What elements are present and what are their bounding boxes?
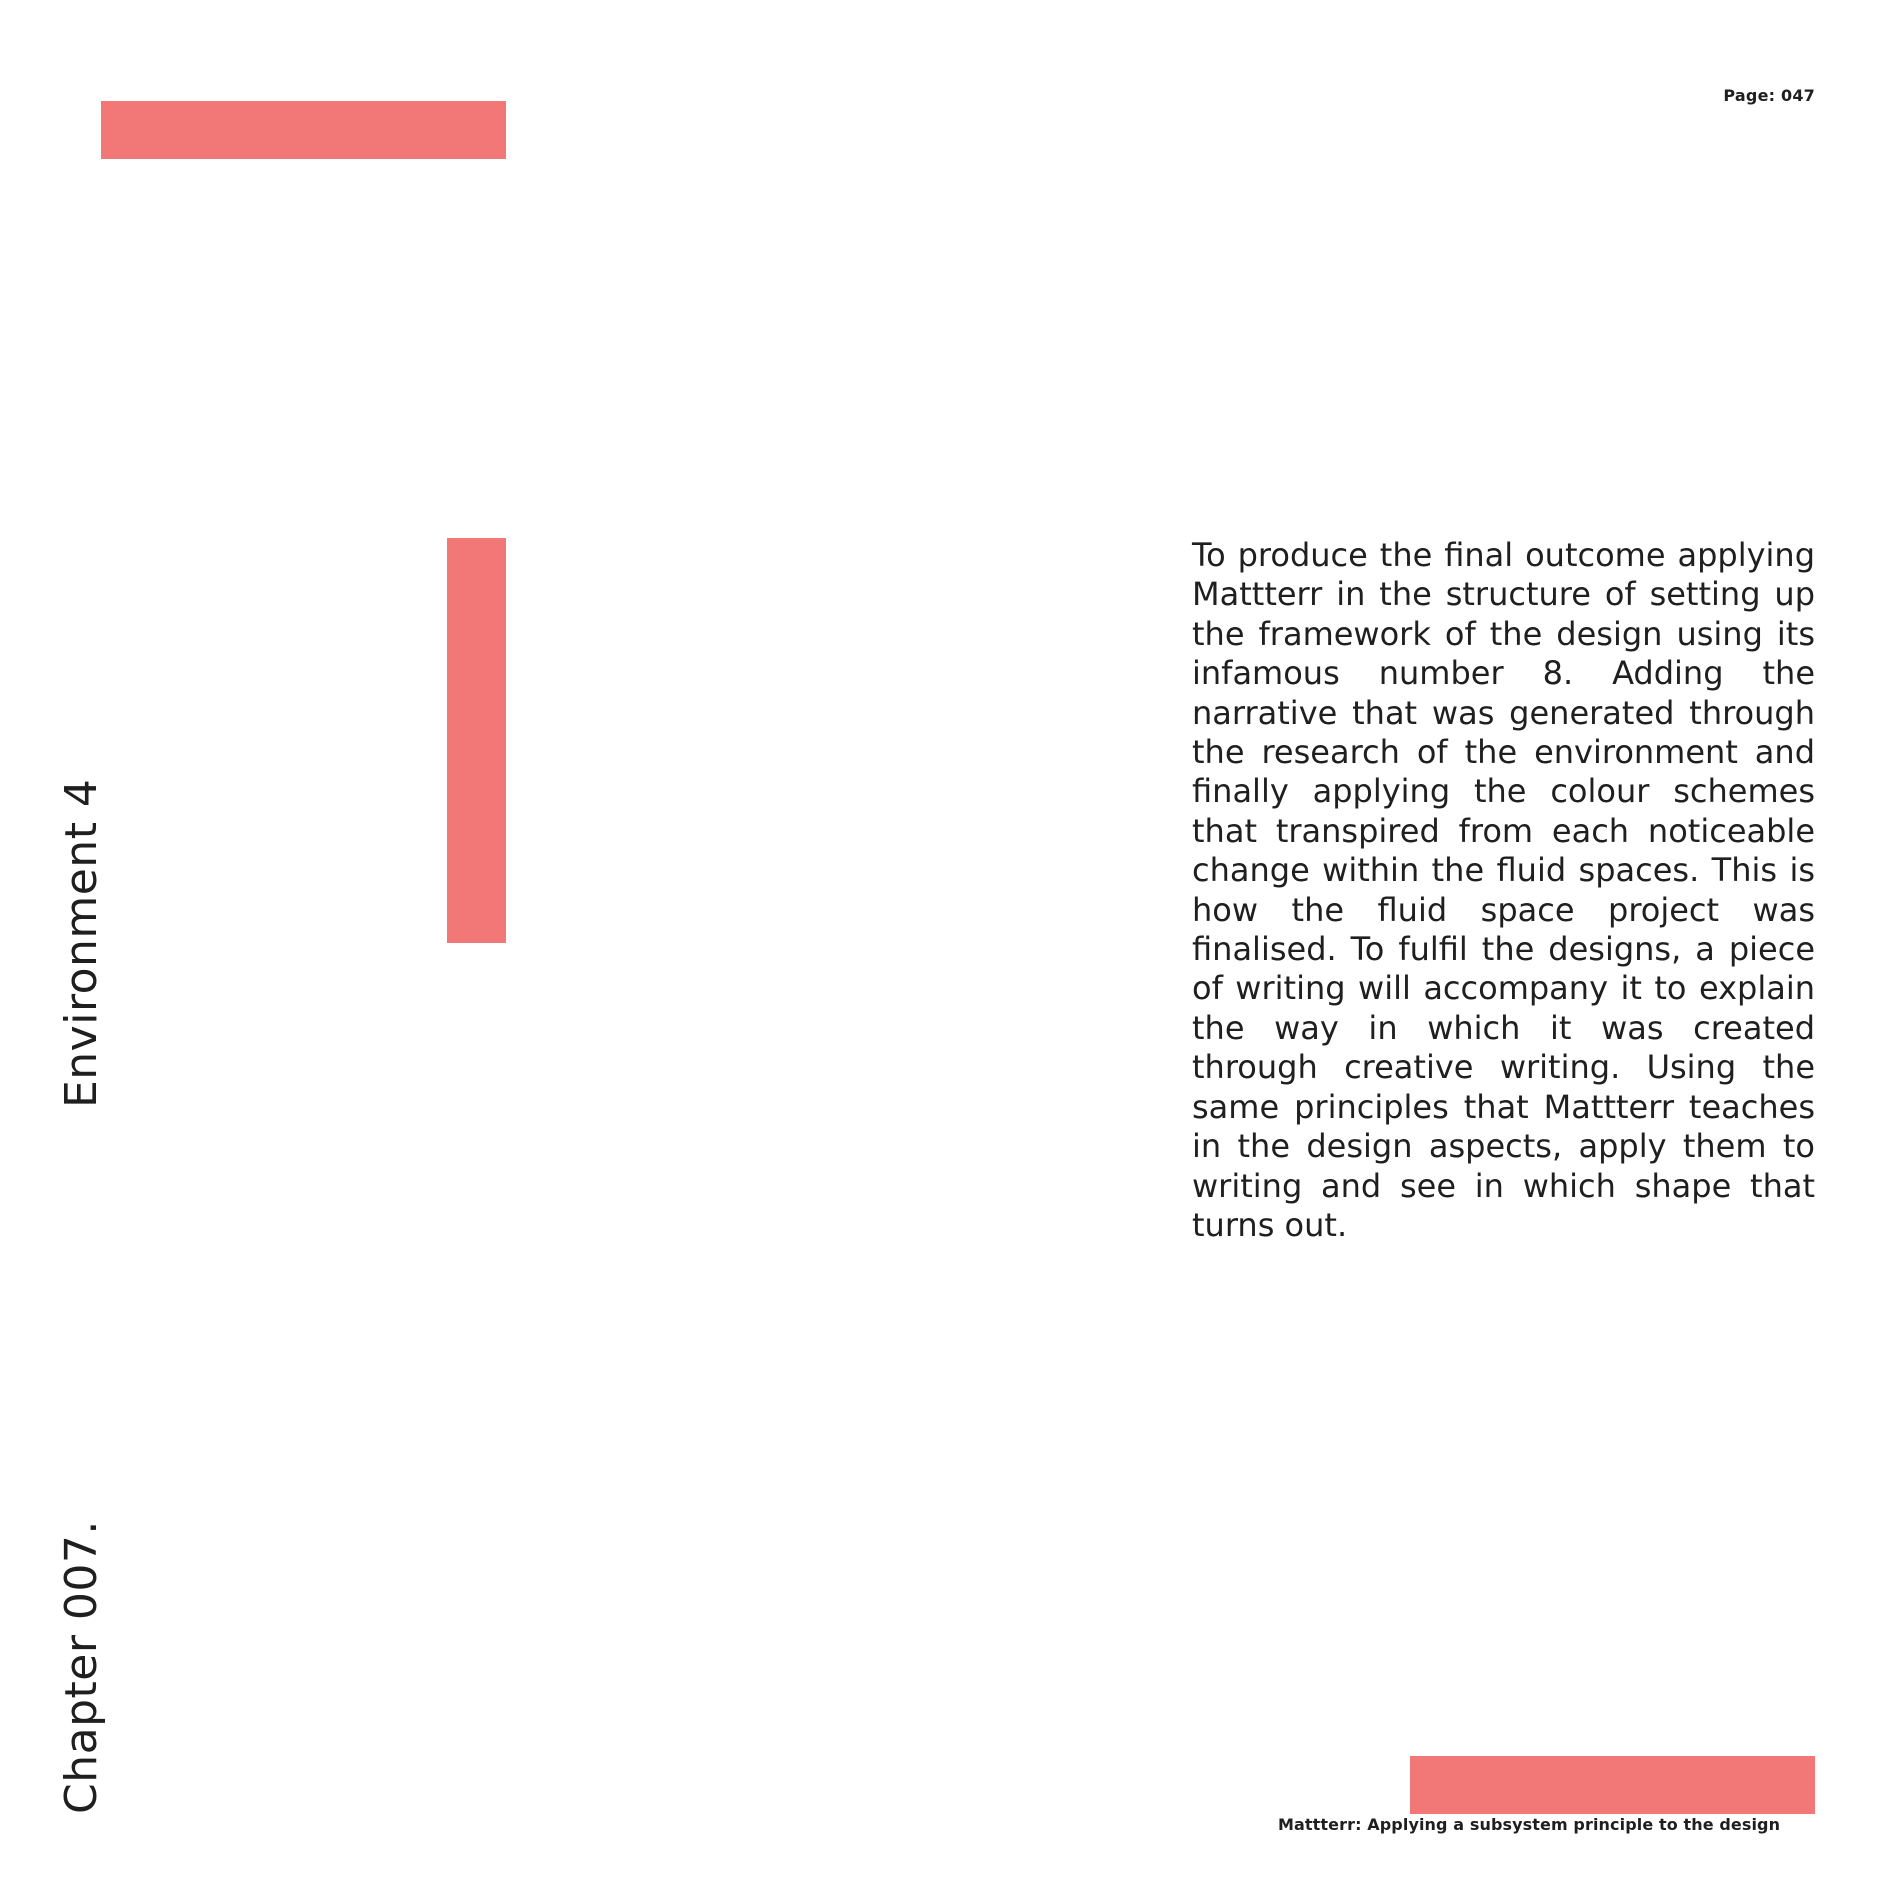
footer-caption: Mattterr: Applying a subsystem principle to the design (1278, 1815, 1781, 1834)
accent-bar-top (101, 101, 506, 159)
accent-bar-vertical (447, 538, 506, 943)
chapter-label: Chapter 007. (56, 1520, 107, 1814)
page-number: Page: 047 (1723, 86, 1815, 105)
body-paragraph: To produce the final outcome applying Mattterr in the structure of setting up the framework of the design using its infamous number 8. Adding the narrative that was generated through the research of the environment and finally applying the colour schemes that transpired from each noticeable change within the fluid spaces. This is how the fluid space project was finalised. To fulfil the designs, a piece of writing will accompany it to explain the way in which it was created through creative writing. Using the same principles that Mattterr teaches in the design aspects, apply them to writing and see in which shape that turns out. (1192, 536, 1815, 1244)
accent-bar-bottom (1410, 1756, 1815, 1814)
section-label: Environment 4 (56, 778, 107, 1108)
